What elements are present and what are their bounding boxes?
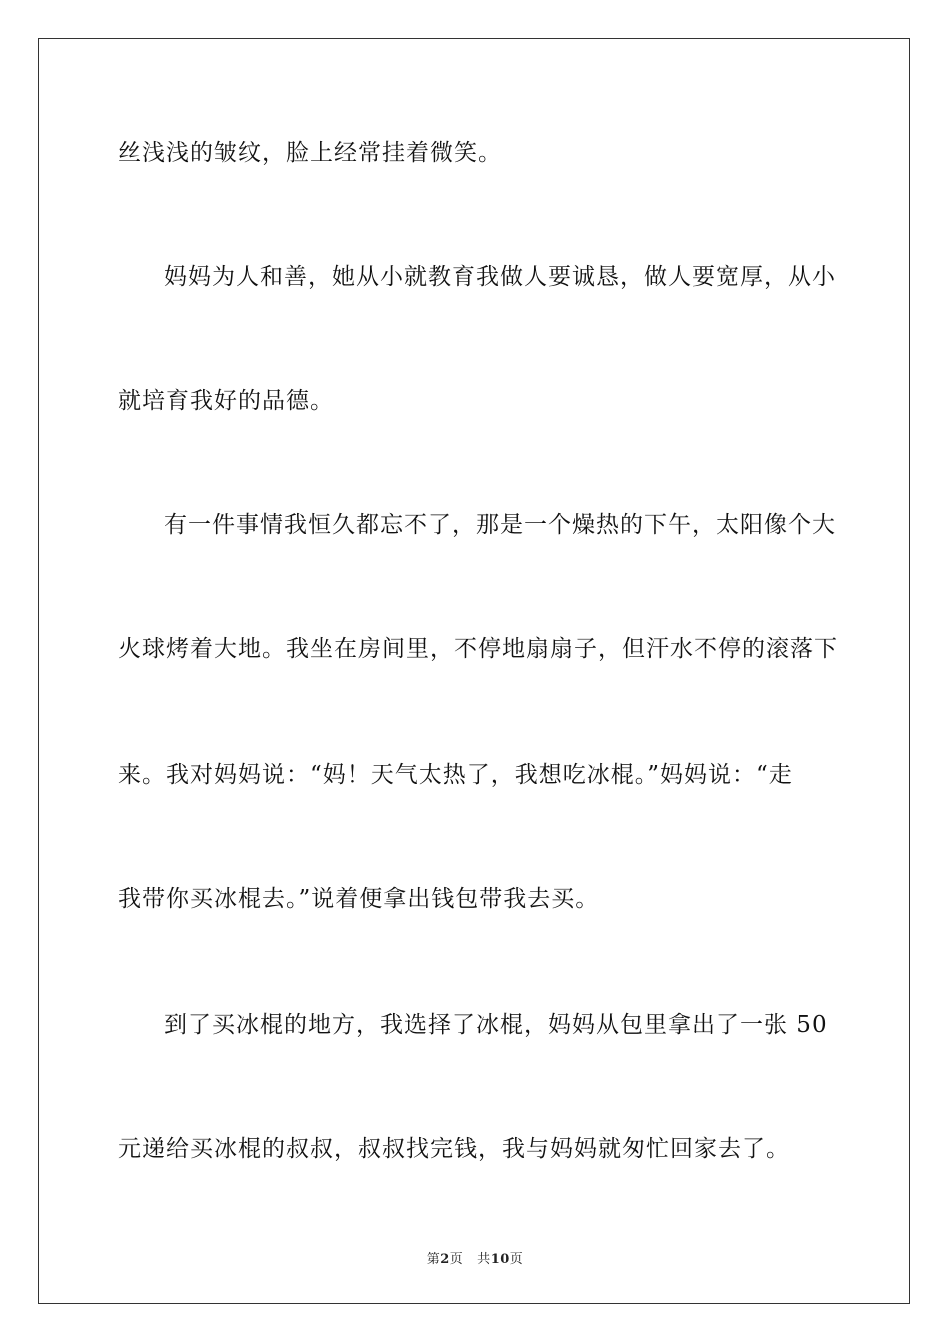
paragraph-line-6: 来。我对妈妈说：“妈！天气太热了，我想吃冰棍。”妈妈说：“走 [118,762,793,788]
total-pages: 10 [490,1252,510,1267]
paragraph-line-4: 有一件事情我恒久都忘不了，那是一个燥热的下午，太阳像个大 [164,512,836,538]
paragraph-line-1: 丝浅浅的皱纹，脸上经常挂着微笑。 [118,140,502,166]
paragraph-line-8: 到了买冰棍的地方，我选择了冰棍，妈妈从包里拿出了一张 50 [164,1012,828,1038]
total-suffix: 页 [509,1252,524,1267]
paragraph-line-9: 元递给买冰棍的叔叔，叔叔找完钱，我与妈妈就匆忙回家去了。 [118,1136,790,1162]
paragraph-line-5: 火球烤着大地。我坐在房间里，不停地扇扇子，但汗水不停的滚落下 [118,636,838,662]
page-border [38,38,910,1304]
page-prefix: 第 [426,1252,441,1267]
page-suffix: 页 [449,1252,464,1267]
total-prefix: 共 [477,1252,491,1267]
paragraph-line-2: 妈妈为人和善，她从小就教育我做人要诚恳，做人要宽厚，从小 [164,264,836,290]
page-number: 2 [440,1252,450,1267]
paragraph-line-7: 我带你买冰棍去。”说着便拿出钱包带我去买。 [118,886,600,912]
paragraph-line-3: 就培育我好的品德。 [118,388,334,414]
page-footer [0,1248,950,1267]
